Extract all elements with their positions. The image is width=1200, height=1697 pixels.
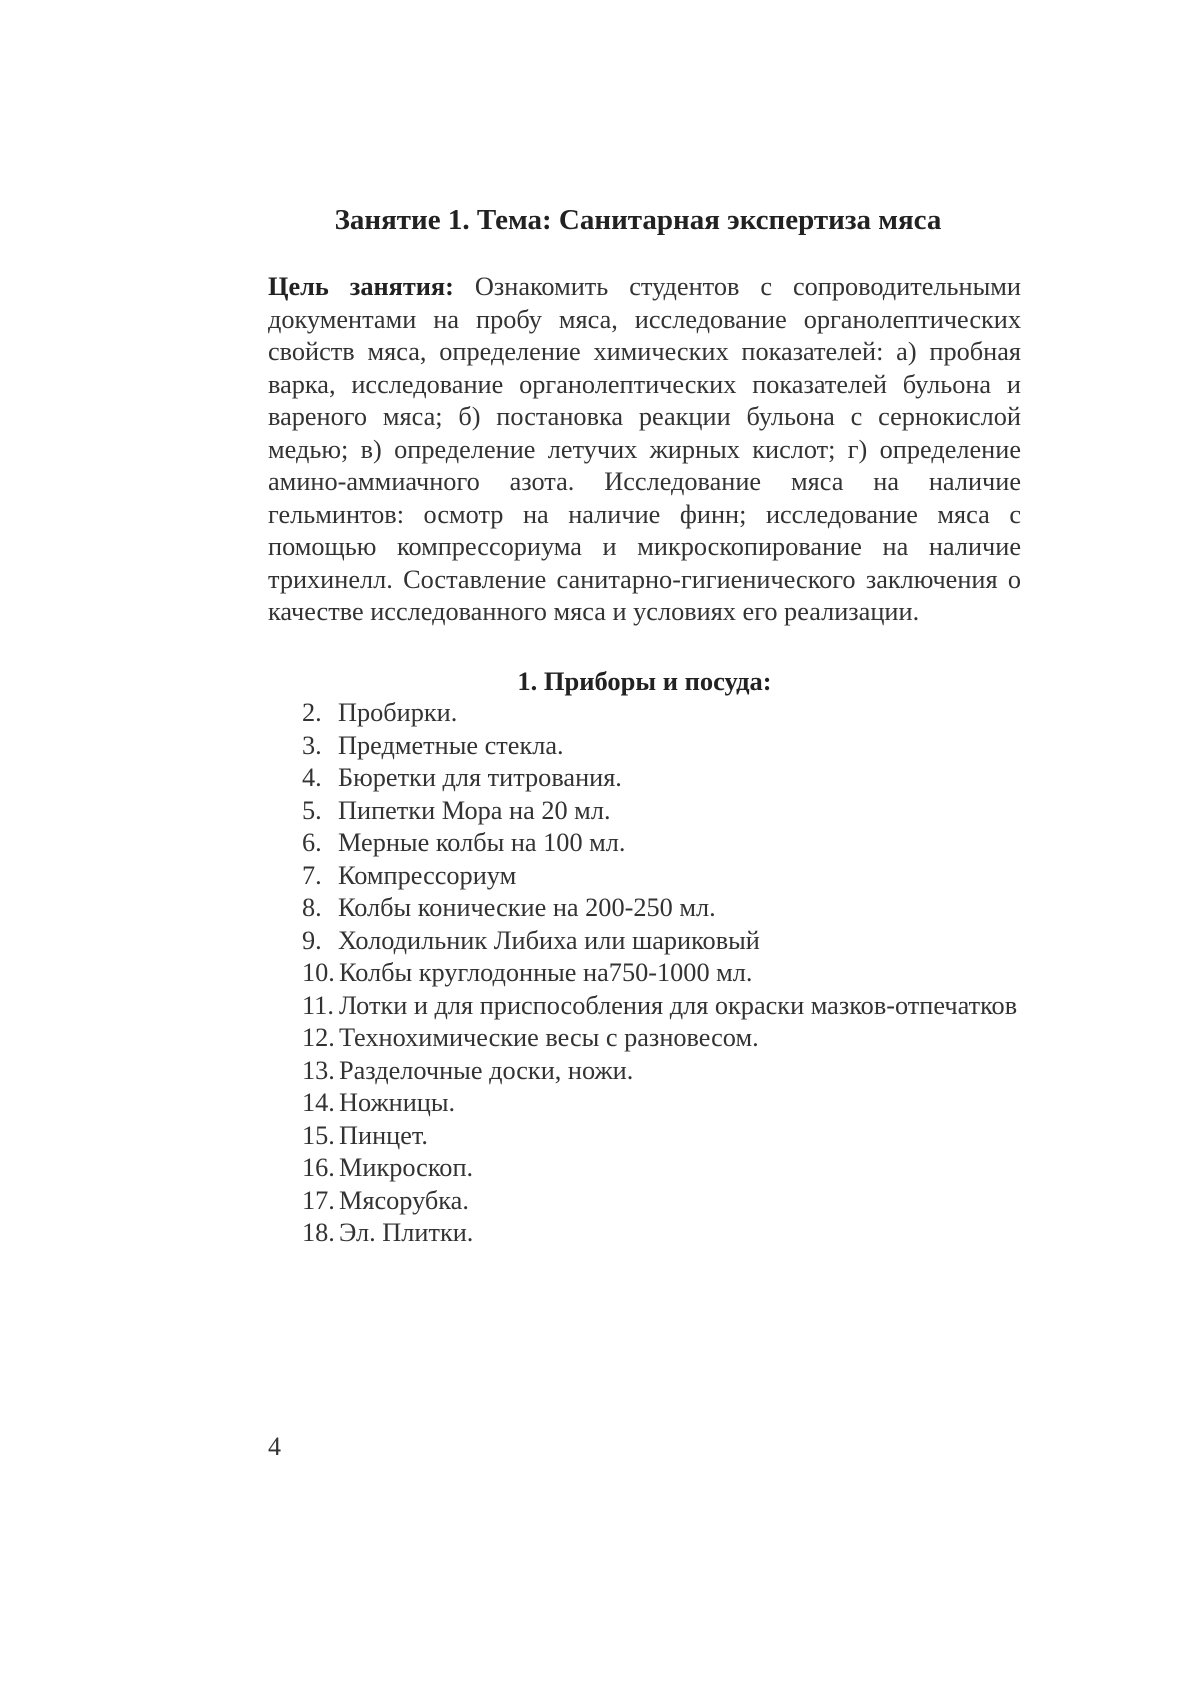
list-item xyxy=(302,957,1021,990)
list-item-text: Технохимические весы с разновесом. xyxy=(339,1022,1021,1055)
list-item xyxy=(302,730,1021,763)
purpose-paragraph xyxy=(268,271,1021,629)
list-item-text: Компрессориум xyxy=(338,860,1021,893)
list-item-number: 8. xyxy=(302,892,338,925)
list-item-text: Колбы круглодонные на750-1000 мл. xyxy=(339,957,1021,990)
list-item xyxy=(302,860,1021,893)
list-item-number: 6. xyxy=(302,827,338,860)
list-item-text: Пипетки Мора на 20 мл. xyxy=(338,795,1021,828)
list-item-number: 5. xyxy=(302,795,338,828)
page-number: 4 xyxy=(268,1432,281,1462)
list-item-number: 2. xyxy=(302,697,338,730)
purpose-text: Ознакомить студентов с сопроводительными документами на пробу мяса, исследование органолептических свойств мяса, определение химических показателей: а) пробная варка, исследование органолептических показателей бульона и вареного мяса; б) постановка реакции бульона с сернокислой медью; в) определение летучих жирных кислот; г) определение амино-аммиачного азота. Исследование мяса на наличие гельминтов: осмотр на наличие финн; исследование мяса с помощью компрессориума и микроскопирование на наличие трихинелл. Составление санитарно-гигиенического заключения о качестве исследованного мяса и условиях его реализации. xyxy=(268,272,1021,626)
list-item-number: 3. xyxy=(302,730,338,763)
list-item-number: 7. xyxy=(302,860,338,893)
section-heading: 1. Приборы и посуда: xyxy=(268,665,1021,697)
document-page xyxy=(0,0,1200,1697)
list-item xyxy=(302,1087,1021,1120)
list-item-number: 15. xyxy=(302,1120,339,1153)
list-item-number: 18. xyxy=(302,1217,339,1250)
list-item xyxy=(302,1022,1021,1055)
list-item-number: 13. xyxy=(302,1055,339,1088)
list-item-number: 14. xyxy=(302,1087,339,1120)
list-item-text: Лотки и для приспособления для окраски мазков-отпечатков xyxy=(339,990,1021,1023)
list-item-text: Мясорубка. xyxy=(339,1185,1021,1218)
list-item-text: Мерные колбы на 100 мл. xyxy=(338,827,1021,860)
list-item-number: 16. xyxy=(302,1152,339,1185)
list-item-number: 10. xyxy=(302,957,339,990)
list-item-text: Колбы конические на 200-250 мл. xyxy=(338,892,1021,925)
list-item xyxy=(302,697,1021,730)
list-item xyxy=(302,1217,1021,1250)
list-item-number: 4. xyxy=(302,762,338,795)
list-item xyxy=(302,795,1021,828)
equipment-list xyxy=(302,697,1021,1250)
list-item-text: Пробирки. xyxy=(338,697,1021,730)
page-title: Занятие 1. Тема: Санитарная экспертиза мяса xyxy=(268,203,1008,237)
list-item-text: Холодильник Либиха или шариковый xyxy=(338,925,1021,958)
purpose-label: Цель занятия: xyxy=(268,272,454,301)
list-item xyxy=(302,1185,1021,1218)
list-item-text: Микроскоп. xyxy=(339,1152,1021,1185)
list-item xyxy=(302,1120,1021,1153)
list-item-number: 17. xyxy=(302,1185,339,1218)
list-item xyxy=(302,827,1021,860)
list-item xyxy=(302,925,1021,958)
list-item-text: Предметные стекла. xyxy=(338,730,1021,763)
list-item xyxy=(302,990,1021,1023)
list-item-number: 9. xyxy=(302,925,338,958)
list-item-number: 11. xyxy=(302,990,339,1023)
list-item-text: Бюретки для титрования. xyxy=(338,762,1021,795)
list-item xyxy=(302,892,1021,925)
list-item-number: 12. xyxy=(302,1022,339,1055)
list-item xyxy=(302,1152,1021,1185)
list-item xyxy=(302,1055,1021,1088)
list-item xyxy=(302,762,1021,795)
list-item-text: Пинцет. xyxy=(339,1120,1021,1153)
list-item-text: Эл. Плитки. xyxy=(339,1217,1021,1250)
list-item-text: Разделочные доски, ножи. xyxy=(339,1055,1021,1088)
list-item-text: Ножницы. xyxy=(339,1087,1021,1120)
